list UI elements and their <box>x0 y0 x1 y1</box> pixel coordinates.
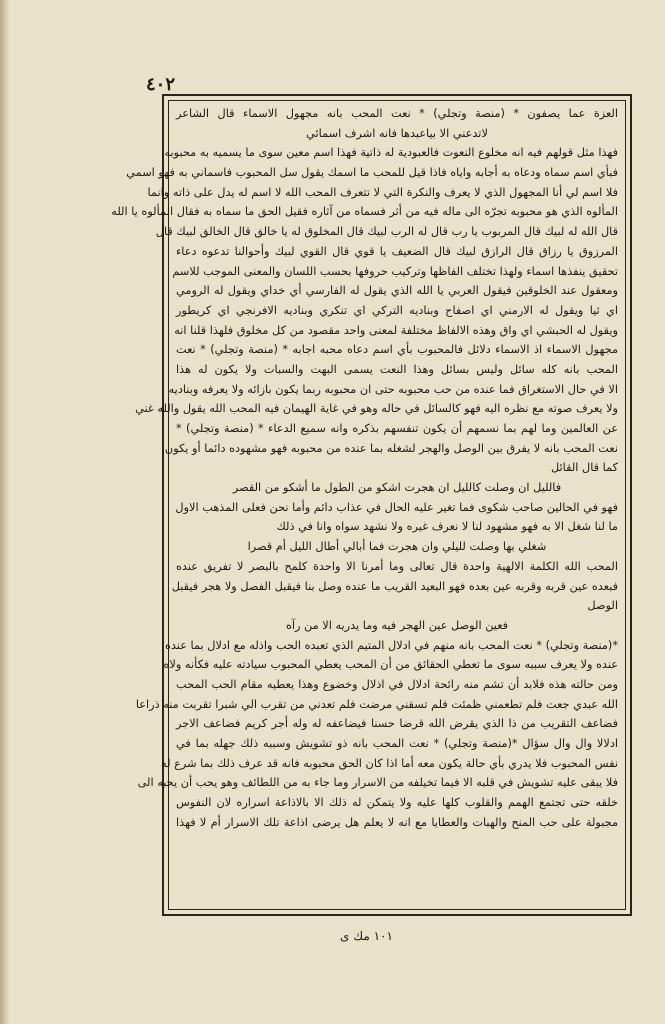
text-line: الا في حال الاستغراق فما عنده من حب محبوبه حتى ان محبوبه ربما يكون بازائه ولا يعرفه وبناديه <box>168 382 618 396</box>
page-edge-shadow <box>0 0 10 1024</box>
text-line: مجبولة على حب المنح والهبات والعطايا مع انه لا يعلم هل يرضى اذاعة تلك الاسرار أم لا فهذا <box>176 815 618 829</box>
text-line: نعت المحب بانه لا يفرق بين الوصل والهجر لشغله بما عنده من محبوبه فهو مشهوده دائما أو يكون <box>164 441 618 455</box>
text-line: نفس المحبوب فلا يدري بأي حالة يكون معه أما اذا كان الحق محبوبه فانه قد عرف ذلك بما شرع له <box>161 756 618 770</box>
text-line: فالليل ان وصلت كالليل ان هجرت اشكو من الطول ما أشكو من القصر <box>232 481 562 495</box>
text-line: الوصل <box>587 599 618 613</box>
text-line: ادلالا وال وال سؤال *(منصة وتجلي) * نعت المحب بانه ذو تشويش وسببه ذلك جهله بما في <box>176 737 618 750</box>
text-line: خلقه حتى تجتمع الهمم والقلوب كلها عليه ولا يتمكن له ذلك الا بالاذاعة اسراره لان النفوس <box>176 796 618 810</box>
text-line: ويقول له الحبشي اي واق وهذه الالفاظ مختلفة لمعنى واحد مقصود من كل مخلوق فلهذا قلنا انه <box>174 323 618 337</box>
text-line: ومن حالته هذه فلابد أن تشم منه رائحة ادلال في اذلال وخضوع وهذا يعطيه مقام الحب المحب <box>176 677 618 691</box>
text-line: فلا اسم لي أنا المجهول الذي لا يعرف والنكرة التي لا تتعرف المحب الله لا اسم له يدل على ذاته وانما <box>147 185 618 199</box>
text-line: فهذا مثل قولهم فيه انه مخلوع النعوت فالعبودية له ذاتية فهذا اسم معين سوى ما يسميه به محبوبه <box>164 146 618 160</box>
text-line: فضاعف التقريب من ذا الذي يقرض الله قرضا حسنا فيضاعفه له وله أجر كريم فضاعف الاجر <box>176 717 618 731</box>
text-line: المحب بانه كله سائل وليس بسائل وهذا النعت يسمى البهت والسبات ولا يكون له هذا <box>176 362 618 376</box>
text-line: فلا يبقى عليه تشويش في قلبه الا فيما تخيلفه من الاسرار وما جاء به من اللطائف وهو يحب أن يحبه الى <box>137 776 618 790</box>
text-line: المحب الله الكلمة الالهية واحدة قال تعالى وما أمرنا الا واحدة كلمح بالبصر لا تفريق عنده <box>176 559 618 573</box>
text-line: الله عبدي جعت فلم تطعمني ظمئت فلم تسقني مرضت فلم تعدني من تقرب الي شبرا تقربت منه ذراعا <box>135 697 618 711</box>
text-line: العزة عما يصفون * (منصة وتجلي) * نعت المحب بانه مجهول الاسماء قال الشاعر <box>176 107 618 120</box>
text-line: قال الله له لبيك قال المربوب يا رب قال له الرب لبيك قال المخلوق له يا خالق قال الخالق لبيك قال <box>155 225 618 239</box>
text-line: عن العالمين وما لهم بما نسمهم أن يكون تنفسهم بذكره وانه سميع الدعاء * (منصة وتجلي) * <box>176 422 618 435</box>
text-line: المرزوق يا رزاق قال الرازق لبيك قال الضعيف يا قوي قال القوي لبيك وأحوالنا تدعوه دعاء <box>176 244 618 258</box>
main-text-block <box>111 104 618 906</box>
text-line: المألوه الذي هو محبوبه تجرّه الى ماله فيه من أثر فسماه من آثاره فقيل الحق ما سماه به فقال المألوه يا الله <box>111 205 618 219</box>
text-line: شغلي بها وصلت لليلي وان هجرت فما أبالي أطال الليل أم قصرا <box>247 540 547 554</box>
text-line: فبعده عين قربه وقربه عين بعده فهو البعيد القريب ما عنده وصل بنا فيقبل الفصل ولا هجر فيقبل <box>171 579 618 593</box>
text-line: عنده ولا يعرف سببه سوى ما تعطي الحقائق من أن المحب يعطي المحبوب سيادته عليه فكأنه ولاه <box>163 658 618 672</box>
text-line: مجهول الاسماء اذ الاسماء دلائل فالمحبوب بأي اسم دعاه محبه اجابه * (منصة وتجلي) * نعت <box>176 343 618 357</box>
text-line: اي ثيا ويقول له الارمني اي اصفاح وبناديه التركي اي تنكري وبناديه الافرنجي اي كريطور <box>176 303 618 317</box>
text-line: كما قال القائل <box>550 461 618 475</box>
text-line: فهو في الحالين صاحب شكوى فما تغير عليه الحال في عذاب دائم وأما نحن فعلى المذهب الاول <box>175 500 618 514</box>
text-line: ولا يعرف صوته مع نظره اليه فهو كالسائل في حاله وهو في غاية الهيمان فيه المحب الله يقول والله غني <box>135 402 618 416</box>
signature-marks: ١٠١ مك ى <box>340 929 393 943</box>
page-number: ٤٠٢ <box>146 74 176 95</box>
text-line: ومعقول عند الخلوقين فيقول العربي يا الله الذي يقول له الفارسي أي خداي ويقول له الرومي <box>176 284 618 298</box>
text-line: فبأي اسم سماه ودعاه به أجابه واياه فاذا قيل للمحب ما اسمك يقول سل المحبوب فاسماني به فهو اسمي <box>126 166 618 180</box>
text-line: *(منصة وتجلي) * نعت المحب بانه منهم في ادلال المتيم الذي تعبده الحب واذله مع ادلال بما عنده <box>164 638 618 652</box>
text-line: فعين الوصل عين الهجر فيه وما يدريه الا من رآه <box>285 618 509 632</box>
text-line: تحقيق ينفذها اسماء ولهذا تختلف الفاظها وتركيب حروفها بحسب اللسان والمعنى الموجب للاسم <box>172 264 618 278</box>
text-line: لاتدعني الا بياعبدها فانه اشرف اسمائي <box>306 126 488 140</box>
text-line: ما لنا شغل الا به فهو مشهود لنا لا نعرف غيره ولا نشهد سواه وانا في ذلك <box>276 520 618 534</box>
